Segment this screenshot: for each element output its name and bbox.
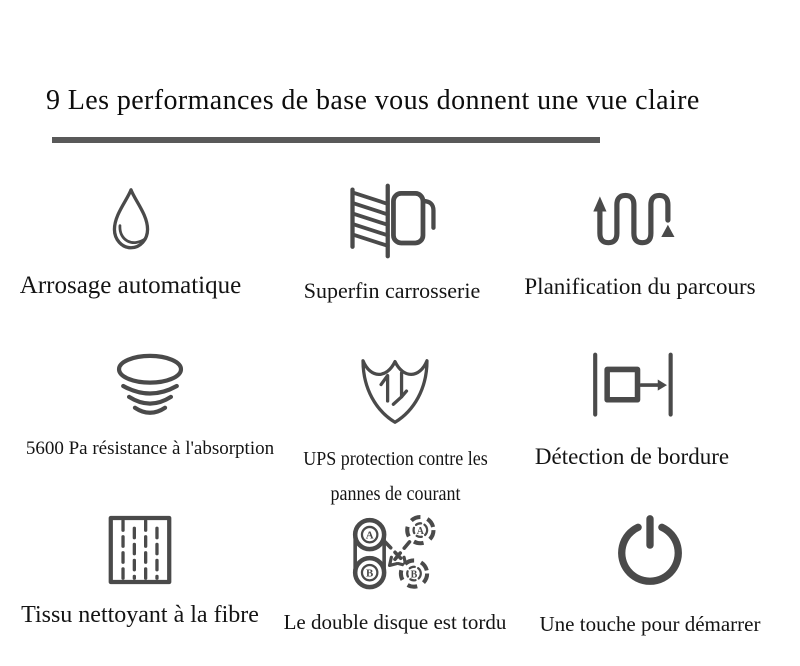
- feature-superfin-carrosserie: [292, 182, 492, 303]
- feature-une-touche: [530, 512, 770, 636]
- fiber-cloth-icon: [107, 514, 173, 586]
- page-title: 9 Les performances de base vous donnent une vue claire: [46, 84, 700, 116]
- double-disc-icon: [345, 512, 445, 598]
- feature-arrosage-automatique: [18, 186, 243, 301]
- feature-label-line1: UPS protection contre les: [302, 448, 488, 470]
- disc-letter-a-dashed: A: [416, 526, 424, 538]
- feature-label: Superfin carrosserie: [303, 278, 481, 303]
- feature-label: Le double disque est tordu: [283, 610, 507, 634]
- feature-detection-bordure: [522, 350, 742, 470]
- title-underline: [52, 137, 600, 143]
- feature-planification-parcours: [520, 186, 760, 300]
- feature-label: 5600 Pa résistance à l'absorption: [25, 438, 275, 459]
- feature-label: Détection de bordure: [534, 444, 730, 469]
- feature-label: Tissu nettoyant à la fibre: [21, 602, 259, 628]
- disc-letter-b-dashed: B: [410, 569, 418, 581]
- feature-label: Arrosage automatique: [19, 272, 242, 299]
- route-planning-icon: [588, 186, 693, 254]
- feature-tissu-fibre: [20, 514, 260, 630]
- feature-label: Planification du parcours: [524, 274, 756, 299]
- slim-body-icon: [344, 182, 441, 262]
- edge-detection-icon: [586, 350, 678, 422]
- disc-letter-a-solid: A: [365, 529, 374, 542]
- feature-resistance-absorption: [15, 350, 285, 460]
- feature-label: Une touche pour démarrer: [539, 612, 761, 636]
- water-drop-icon: [108, 186, 154, 258]
- feature-label-line2: pannes de courant: [330, 483, 460, 505]
- feature-label: [303, 442, 487, 512]
- shield-arrows-icon: [354, 344, 436, 430]
- feature-ups-protection: [290, 344, 500, 512]
- disc-letter-b-solid: B: [366, 567, 374, 580]
- feature-double-disque: [280, 512, 510, 634]
- power-button-icon: [611, 512, 689, 590]
- suction-vortex-icon: [107, 350, 193, 422]
